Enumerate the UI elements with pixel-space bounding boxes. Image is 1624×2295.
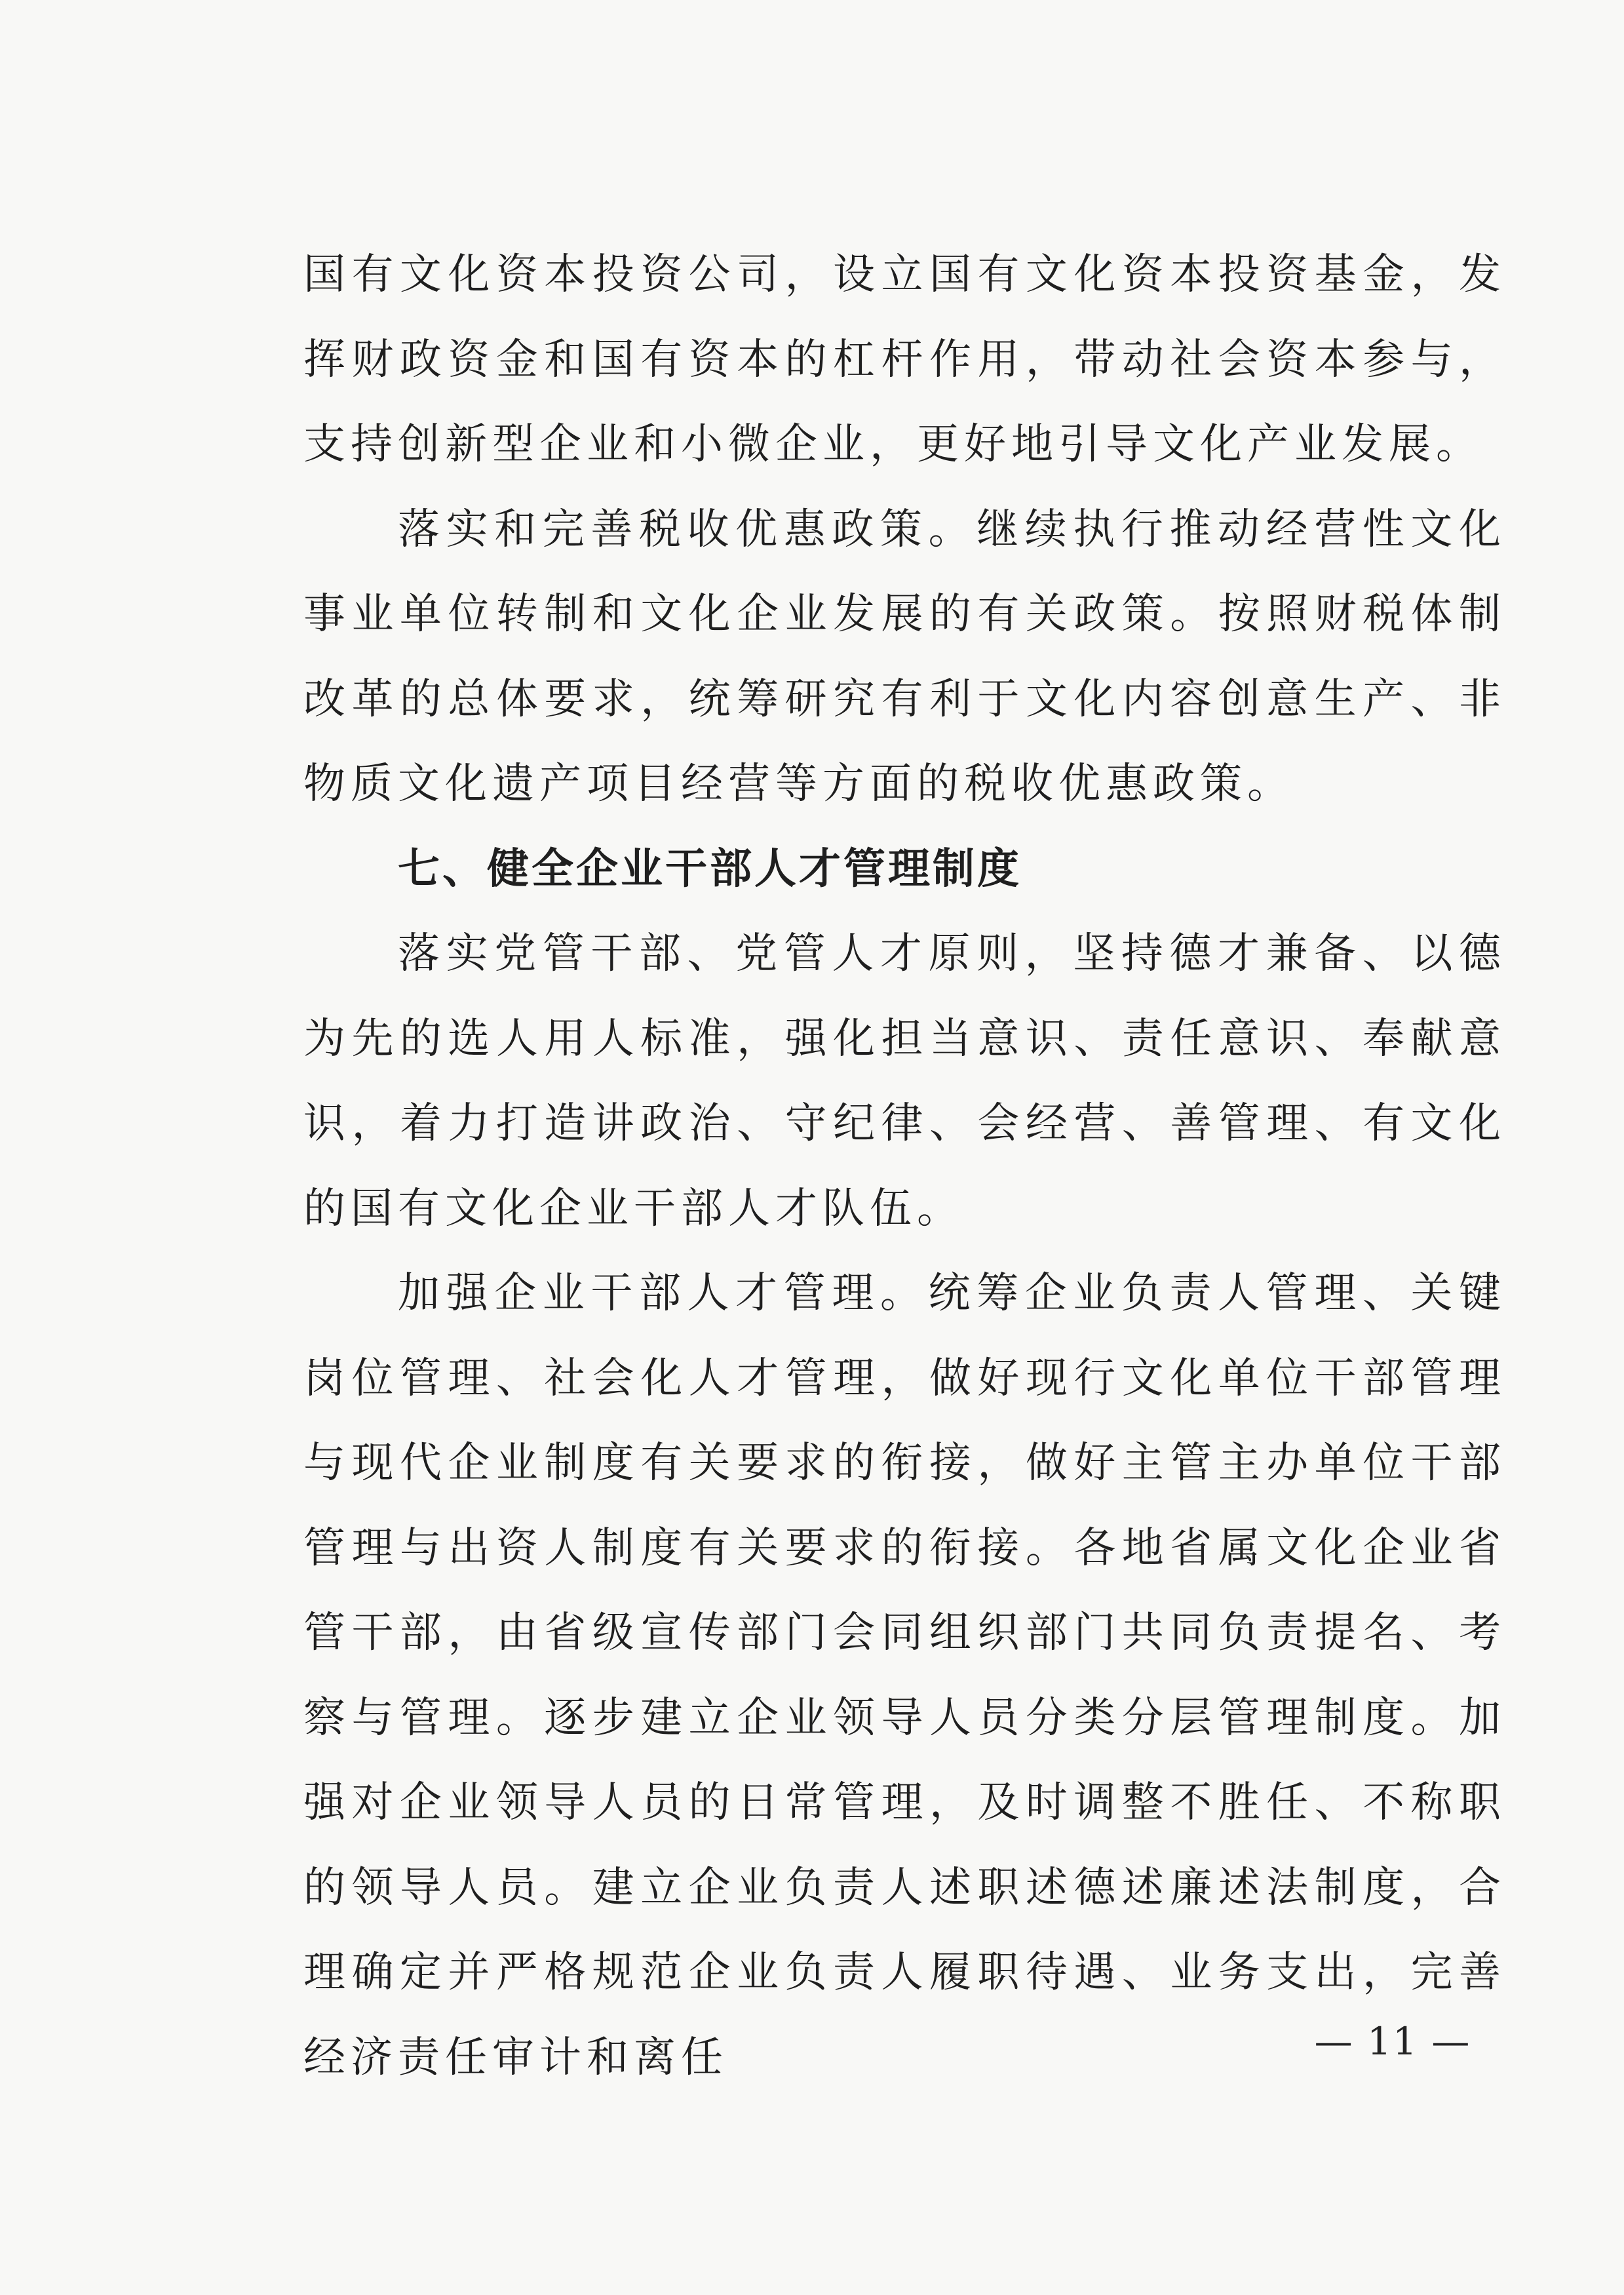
body-text (303, 233, 1506, 2100)
paragraph-management: 加强企业干部人才管理。统筹企业负责人管理、关键岗位管理、社会化人才管理，做好现行文化单位干部管理与现代企业制度有关要求的衔接，做好主管主办单位干部管理与出资人制度有关要求的衔接。各地省属文化企业省管干部，由省级宣传部门会同组织部门共同负责提名、考察与管理。逐步建立企业领导人员分类分层管理制度。加强对企业领导人员的日常管理，及时调整不胜任、不称职的领导人员。建立企业负责人述职述德述廉述法制度，合理确定并严格规范企业负责人履职待遇、业务支出，完善经济责任审计和离任 (303, 1269, 1506, 2082)
paragraph-principles: 落实党管干部、党管人才原则，坚持德才兼备、以德为先的选人用人标准，强化担当意识、责任意识、奉献意识，着力打造讲政治、守纪律、会经营、善管理、有文化的国有文化企业干部人才队伍。 (303, 930, 1506, 1233)
paragraph-tax-policy: 落实和完善税收优惠政策。继续执行推动经营性文化事业单位转制和文化企业发展的有关政策。按照财税体制改革的总体要求，统筹研究有利于文化内容创意生产、非物质文化遗产项目经营等方面的税收优惠政策。 (303, 505, 1506, 808)
section-heading: 七、健全企业干部人才管理制度 (398, 844, 1022, 893)
page-number: — 11 — (1314, 2019, 1471, 2064)
paragraph-continuation: 国有文化资本投资公司，设立国有文化资本投资基金，发挥财政资金和国有资本的杠杆作用，带动社会资本参与，支持创新型企业和小微企业，更好地引导文化产业发展。 (303, 250, 1506, 469)
